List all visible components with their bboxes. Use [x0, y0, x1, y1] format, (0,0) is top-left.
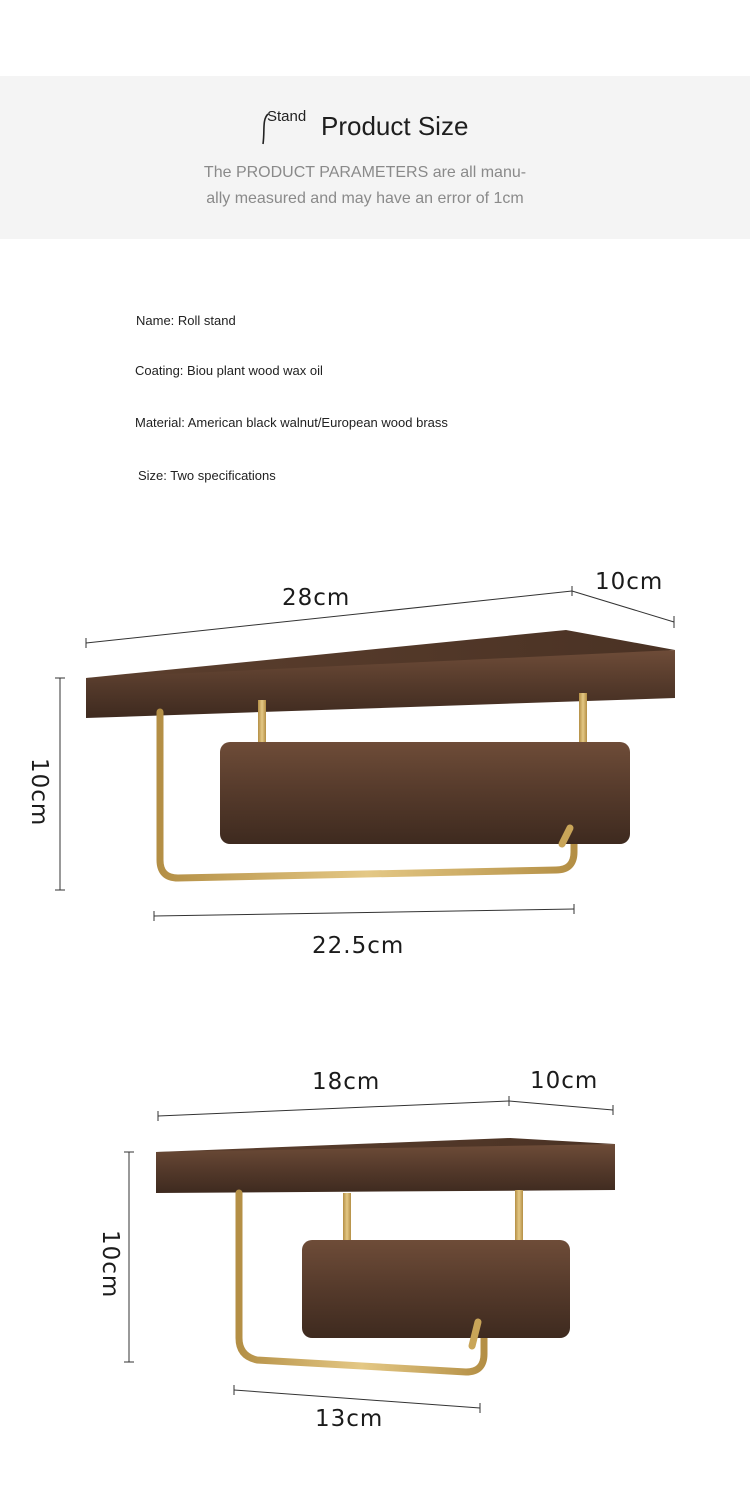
width-label: 18cm	[312, 1069, 381, 1095]
note-line-2: ally measured and may have an error of 1cm	[206, 190, 524, 207]
note-line-1: The PRODUCT PARAMETERS are all manu-	[203, 164, 527, 181]
measurement-note	[190, 160, 540, 212]
spec-coating: Coating: Biou plant wood wax oil	[135, 363, 323, 378]
header-band	[0, 76, 750, 239]
brass-post-left	[343, 1193, 351, 1243]
wood-block	[302, 1240, 570, 1338]
bar-label: 13cm	[315, 1406, 384, 1432]
stand-label: Stand	[267, 108, 307, 125]
shelf-front	[156, 1144, 615, 1193]
width-label: 28cm	[282, 585, 351, 611]
spec-material: Material: American black walnut/European wood brass	[135, 415, 448, 430]
bar-label: 22.5cm	[312, 933, 405, 959]
brass-post-right	[579, 693, 587, 743]
depth-label: 10cm	[530, 1068, 599, 1094]
diagram-small	[0, 1060, 750, 1480]
depth-label: 10cm	[595, 569, 664, 595]
page-title: Product Size	[321, 111, 469, 141]
spec-size: Size: Two specifications	[138, 468, 276, 483]
spec-name: Name: Roll stand	[136, 313, 236, 328]
diagram-large	[0, 550, 750, 970]
brass-post-right	[515, 1190, 523, 1242]
height-label: 10cm	[26, 758, 52, 827]
height-label: 10cm	[97, 1230, 123, 1299]
